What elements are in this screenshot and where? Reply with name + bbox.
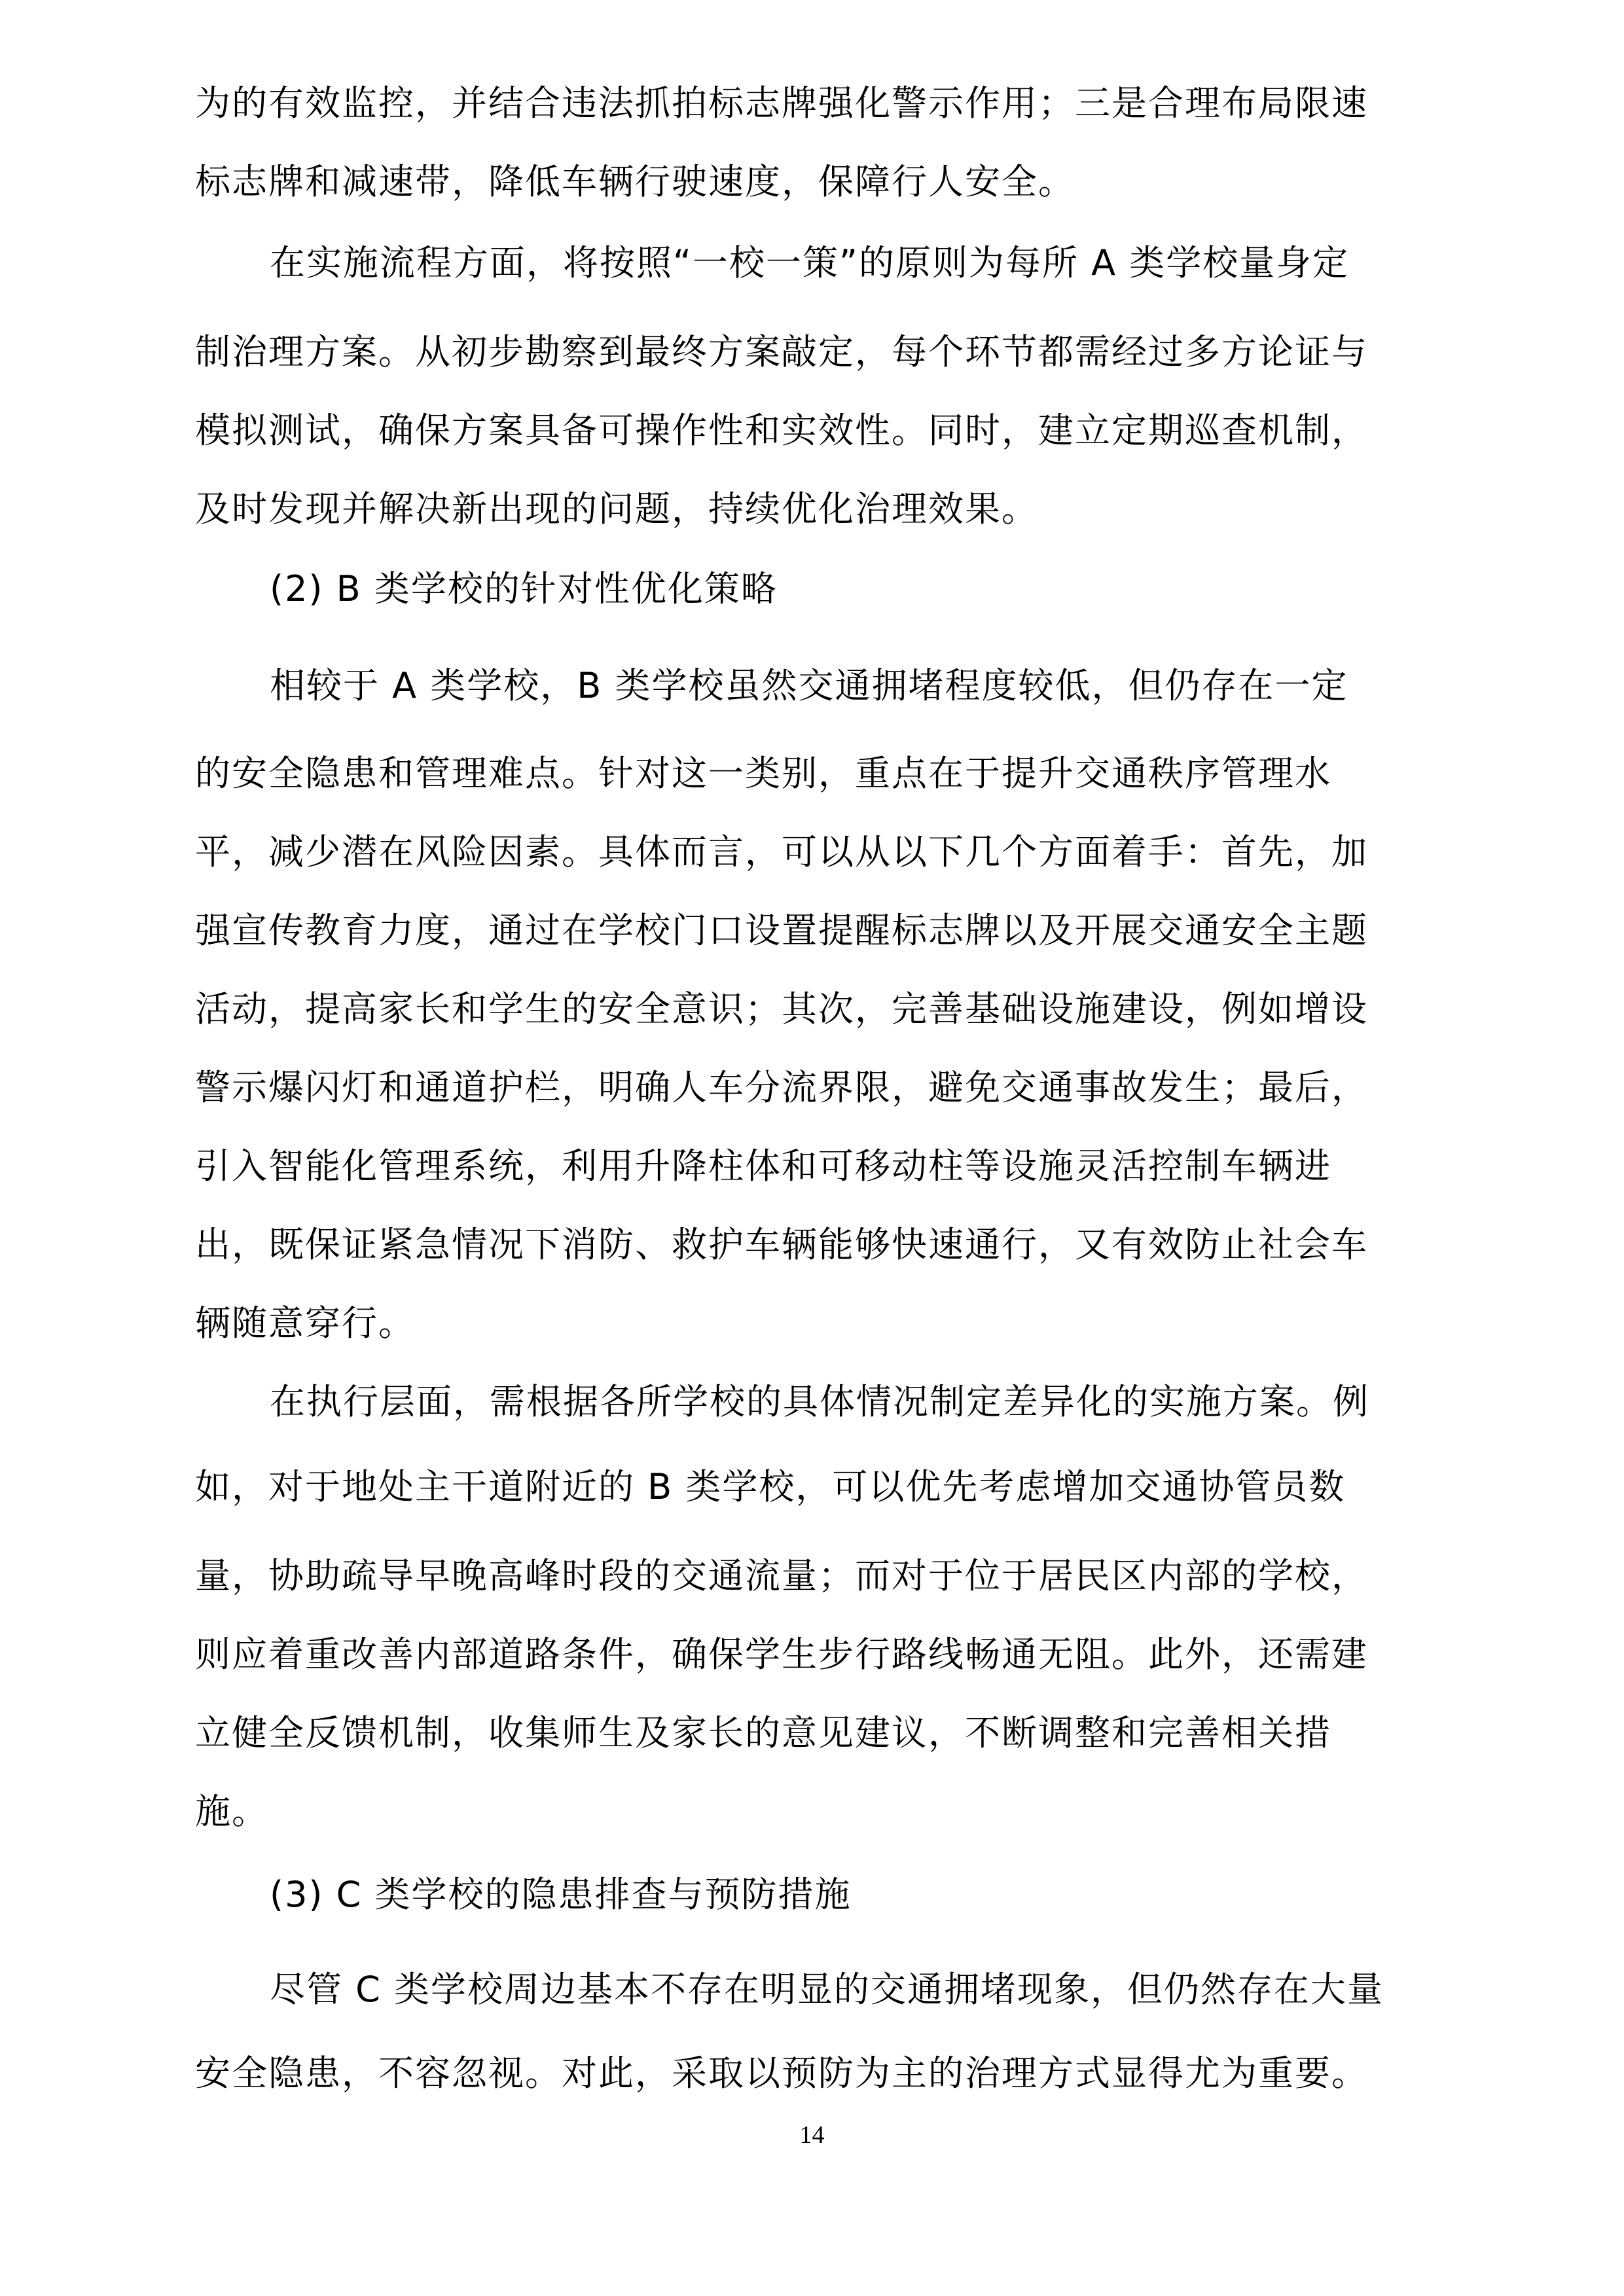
text-line: 尽管 C 类学校周边基本不存在明显的交通拥堵现象，但仍然存在大量 [270,1969,1384,2010]
text-line: 标志牌和减速带，降低车辆行驶速度，保障行人安全。 [195,161,1075,202]
text-line: 量，协助疏导早晚高峰时段的交通流量；而对于位于居民区内部的学校， [195,1555,1368,1596]
text-line: 及时发现并解决新出现的问题，持续优化治理效果。 [195,488,1038,529]
text-line: 则应着重改善内部道路条件，确保学生步行路线畅通无阻。此外，还需建 [195,1634,1368,1675]
page-number: 14 [799,2121,825,2149]
section-heading: (3) C 类学校的隐患排查与预防措施 [270,1874,852,1915]
text-line: 的安全隐患和管理难点。针对这一类别，重点在于提升交通秩序管理水 [195,753,1331,794]
text-line: 出，既保证紧急情况下消防、救护车辆能够快速通行，又有效防止社会车 [195,1224,1368,1265]
text-line: 如，对于地处主干道附近的 B 类学校，可以优先考虑增加交通协管员数 [195,1466,1346,1507]
text-line: 平，减少潜在风险因素。具体而言，可以从以下几个方面着手：首先，加 [195,831,1368,872]
text-line: 施。 [195,1791,268,1832]
text-line: 引入智能化管理系统，利用升降柱体和可移动柱等设施灵活控制车辆进 [195,1145,1331,1187]
text-line: 警示爆闪灯和通道护栏，明确人车分流界限，避免交通事故发生；最后， [195,1067,1368,1108]
text-line: 相较于 A 类学校，B 类学校虽然交通拥堵程度较低，但仍存在一定 [270,665,1348,706]
text-line: 在执行层面，需根据各所学校的具体情况制定差异化的实施方案。例 [270,1381,1369,1422]
text-line: 安全隐患，不容忽视。对此，采取以预防为主的治理方式显得尤为重要。 [195,2053,1368,2094]
text-line: 辆随意穿行。 [195,1302,415,1344]
text-line: 在实施流程方面，将按照“一校一策”的原则为每所 A 类学校量身定 [270,242,1350,283]
section-heading: (2) B 类学校的针对性优化策略 [270,568,778,609]
text-line: 为的有效监控，并结合违法抓拍标志牌强化警示作用；三是合理布局限速 [195,82,1368,124]
text-line: 活动，提高家长和学生的安全意识；其次，完善基础设施建设，例如增设 [195,988,1368,1030]
text-line: 制治理方案。从初步勘察到最终方案敲定，每个环节都需经过多方论证与 [195,331,1368,372]
text-line: 强宣传教育力度，通过在学校门口设置提醒标志牌以及开展交通安全主题 [195,910,1368,951]
text-line: 模拟测试，确保方案具备可操作性和实效性。同时，建立定期巡查机制， [195,410,1368,451]
text-line: 立健全反馈机制，收集师生及家长的意见建议，不断调整和完善相关措 [195,1712,1331,1753]
